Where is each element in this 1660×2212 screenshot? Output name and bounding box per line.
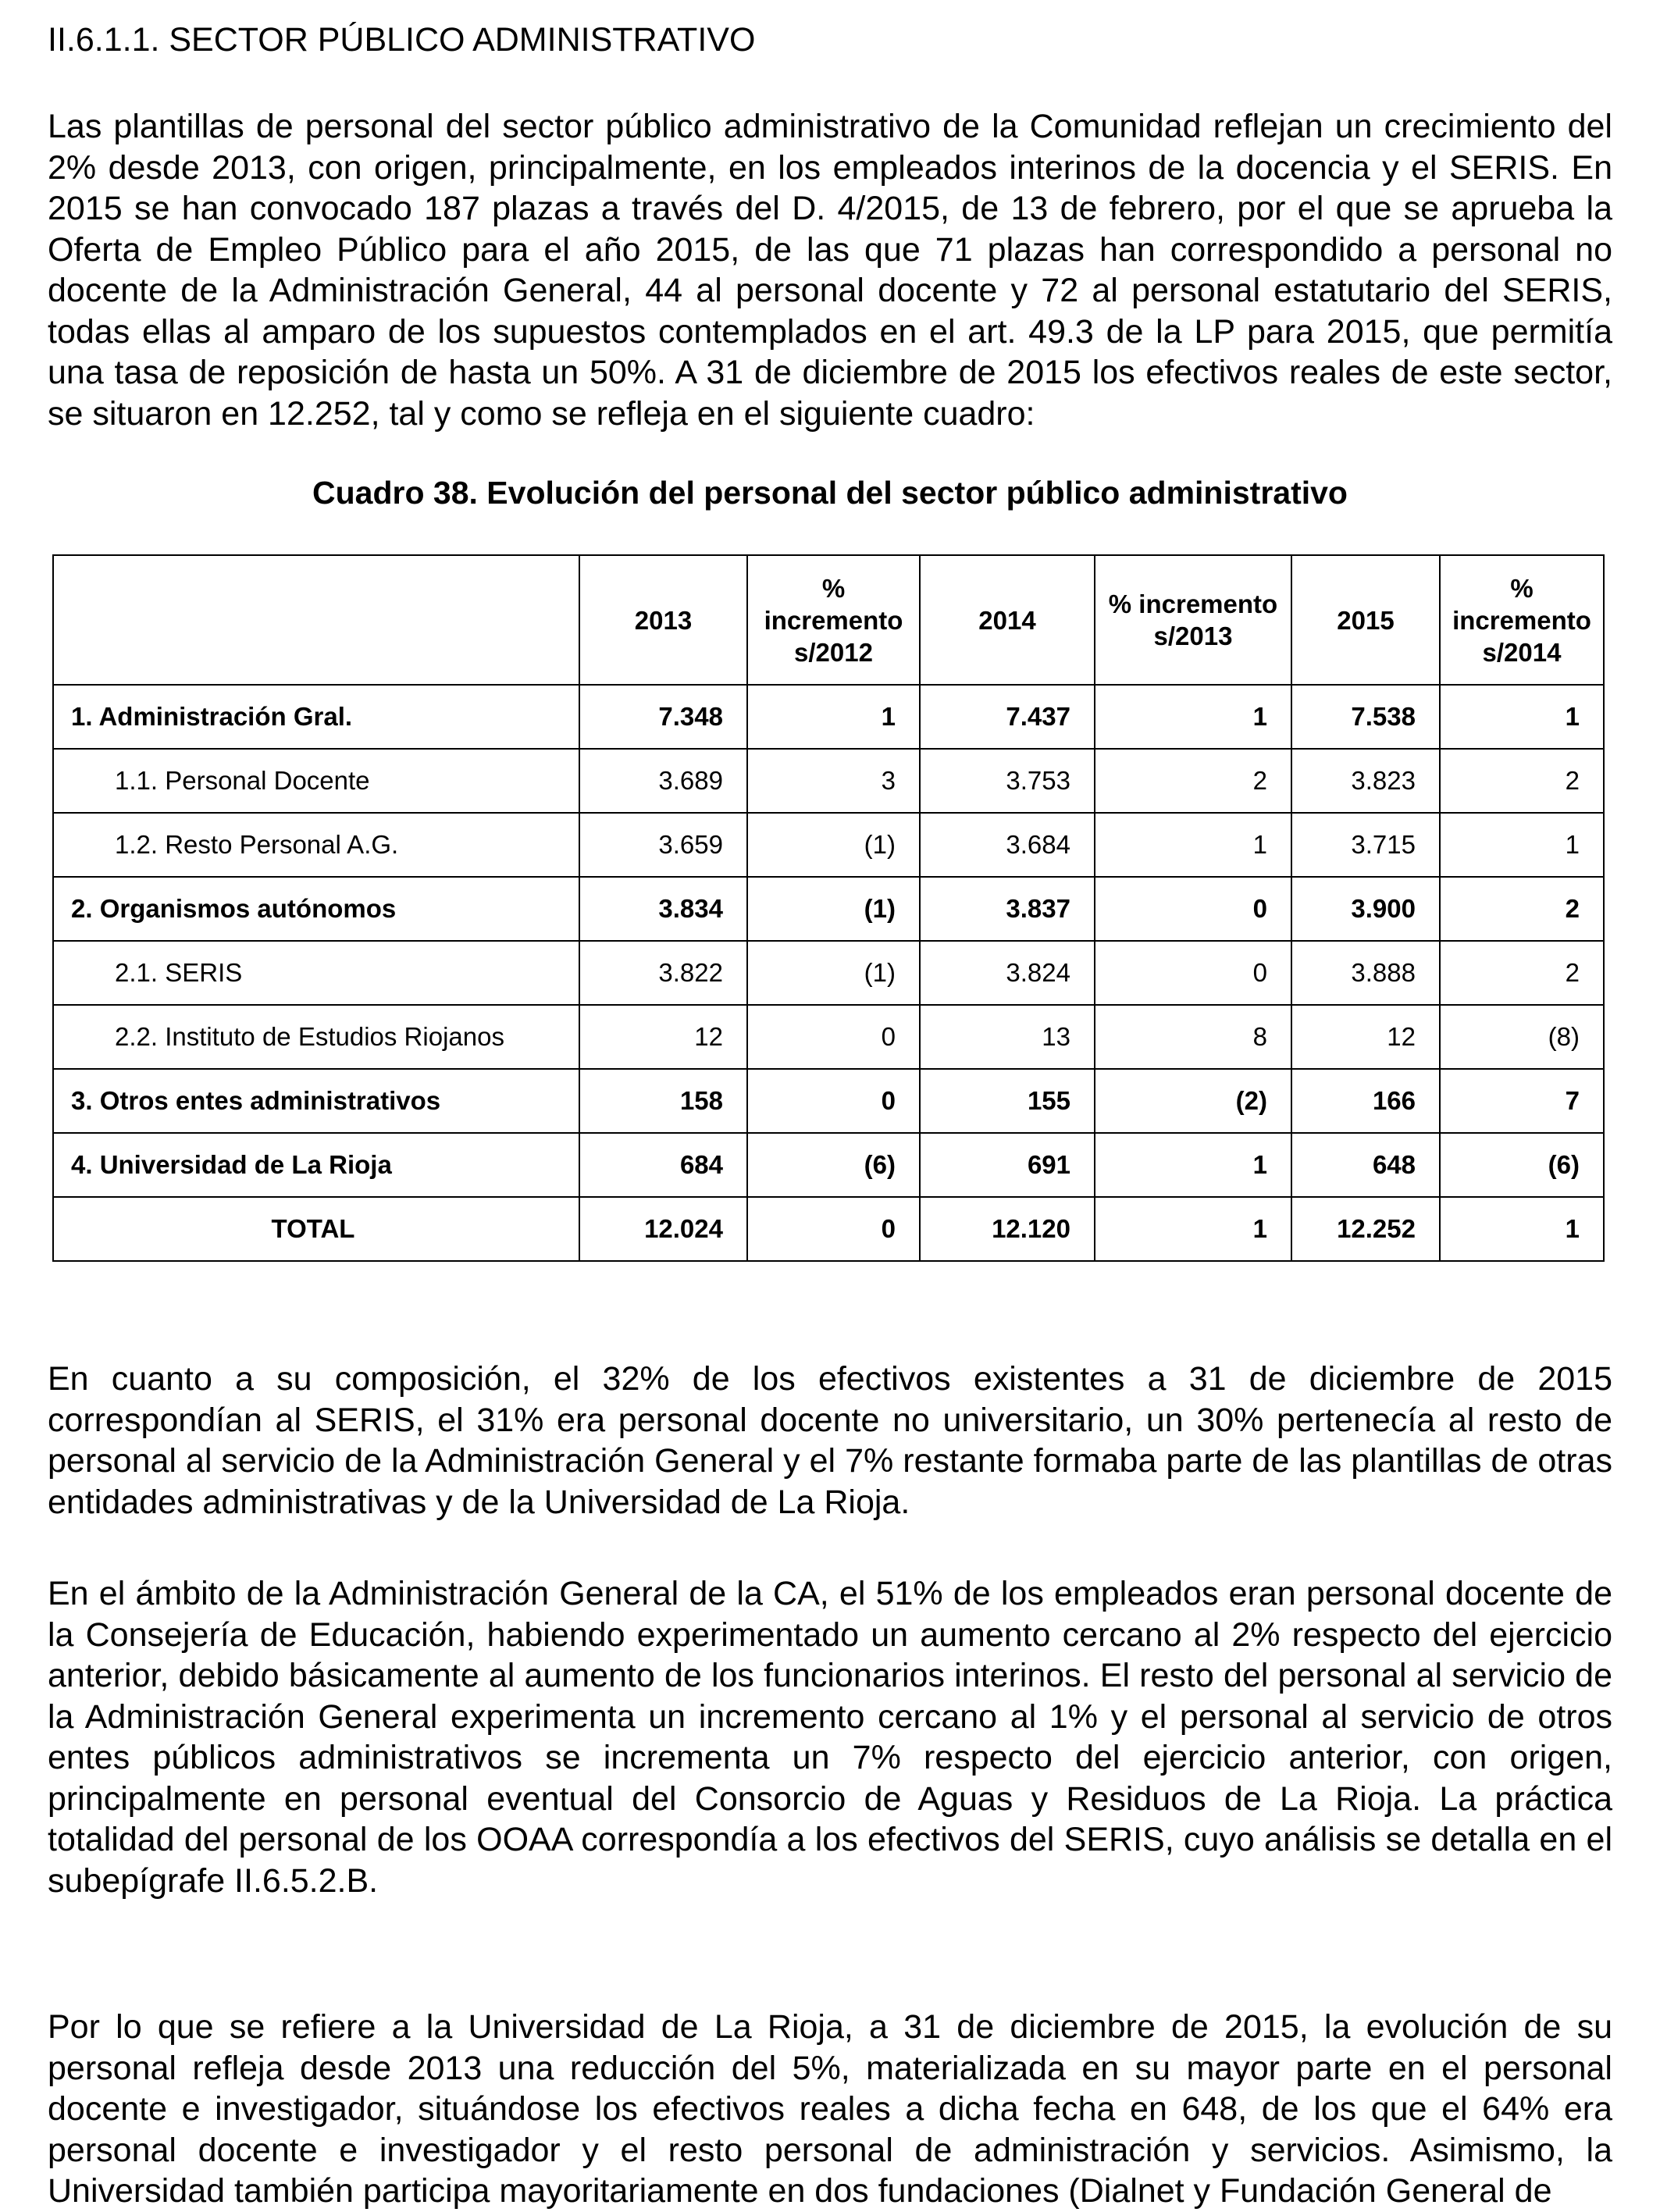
cell-2014: 691 xyxy=(920,1133,1095,1197)
cell-increment-2012: (1) xyxy=(747,877,920,941)
cell-2015: 12.252 xyxy=(1291,1197,1440,1261)
intro-paragraph: Las plantillas de personal del sector público administrativo de la Comunidad reflejan un crecimiento del 2% desde 2013, con origen, principalmente, en los empleados interinos de la docencia y el SERIS. En 2015 se han convocado 187 plazas a través del D. 4/2015, de 13 de febrero, por el que se aprueba la Oferta de Empleo Público para el año 2015, de las que 71 plazas han correspondido a personal no docente de la Administración General, 44 al personal docente y 72 al personal estatutario del SERIS, todas ellas al amparo de los supuestos contemplados en el art. 49.3 de la LP para 2015, que permitía una tasa de reposición de hasta un 50%. A 31 de diciembre de 2015 los efectivos reales de este sector, se situaron en 12.252, tal y como se refleja en el siguiente cuadro: xyxy=(48,108,1612,433)
header-increment-2013: % incremento s/2013 xyxy=(1095,555,1291,685)
admin-general-paragraph: En el ámbito de la Administración General de la CA, el 51% de los empleados eran personal docente de la Consejería de Educación, habiendo experimentado un aumento cercano al 2% respecto del ejercicio anterior, debido básicamente al aumento de los funcionarios interinos. El resto del personal al servicio de la Administración General experimenta un incremento cercano al 1% y el personal al servicio de otros entes públicos administrativos se incrementa un 7% respecto del ejercicio anterior, con origen, principalmente en personal eventual del Consorcio de Aguas y Residuos de La Rioja. La práctica totalidad del personal de los OOAA correspondía a los efectivos del SERIS, cuyo análisis se detalla en el subepígrafe II.6.5.2.B. xyxy=(48,1575,1612,1900)
cell-2013: 3.689 xyxy=(579,749,747,813)
cell-increment-2012: 0 xyxy=(747,1069,920,1133)
cell-increment-2014: 1 xyxy=(1440,1197,1604,1261)
cell-2014: 3.837 xyxy=(920,877,1095,941)
cell-increment-2014: 2 xyxy=(1440,749,1604,813)
cell-increment-2013: 1 xyxy=(1095,685,1291,749)
cell-increment-2014: 1 xyxy=(1440,685,1604,749)
cell-2015: 648 xyxy=(1291,1133,1440,1197)
table-total-row xyxy=(53,1197,1604,1261)
header-increment-2014: % incremento s/2014 xyxy=(1440,555,1604,685)
cell-increment-2013: 1 xyxy=(1095,1197,1291,1261)
cell-2015: 7.538 xyxy=(1291,685,1440,749)
cell-increment-2013: 1 xyxy=(1095,1133,1291,1197)
cell-2013: 12.024 xyxy=(579,1197,747,1261)
cell-increment-2013: 0 xyxy=(1095,877,1291,941)
cell-2014: 7.437 xyxy=(920,685,1095,749)
table-row xyxy=(53,685,1604,749)
composition-paragraph: En cuanto a su composición, el 32% de los efectivos existentes a 31 de diciembre de 2015 correspondían al SERIS, el 31% era personal docente no universitario, un 30% pertenecía al resto de personal al servicio de la Administración General y el 7% restante formaba parte de las plantillas de otras entidades administrativas y de la Universidad de La Rioja. xyxy=(48,1360,1612,1521)
table-row xyxy=(53,813,1604,877)
cell-2014: 155 xyxy=(920,1069,1095,1133)
cell-increment-2014: 1 xyxy=(1440,813,1604,877)
cell-increment-2013: 1 xyxy=(1095,813,1291,877)
section-heading: II.6.1.1. SECTOR PÚBLICO ADMINISTRATIVO xyxy=(48,21,756,59)
cell-2014: 3.824 xyxy=(920,941,1095,1005)
cell-2015: 3.715 xyxy=(1291,813,1440,877)
row-label: 2.2. Instituto de Estudios Riojanos xyxy=(53,1005,579,1069)
header-increment-2012: % incremento s/2012 xyxy=(747,555,920,685)
cell-2014: 12.120 xyxy=(920,1197,1095,1261)
row-label: 1. Administración Gral. xyxy=(53,685,579,749)
cell-2014: 3.684 xyxy=(920,813,1095,877)
cell-increment-2014: (6) xyxy=(1440,1133,1604,1197)
table-row xyxy=(53,1005,1604,1069)
cell-2014: 3.753 xyxy=(920,749,1095,813)
cell-increment-2012: 1 xyxy=(747,685,920,749)
cell-increment-2013: 8 xyxy=(1095,1005,1291,1069)
header-2013: 2013 xyxy=(579,555,747,685)
cell-increment-2012: (1) xyxy=(747,813,920,877)
row-label: 4. Universidad de La Rioja xyxy=(53,1133,579,1197)
total-label: TOTAL xyxy=(53,1197,579,1261)
table-caption: Cuadro 38. Evolución del personal del sector público administrativo xyxy=(312,475,1348,511)
table-row xyxy=(53,749,1604,813)
cell-2013: 158 xyxy=(579,1069,747,1133)
universidad-paragraph: Por lo que se refiere a la Universidad de La Rioja, a 31 de diciembre de 2015, la evolución de su personal refleja desde 2013 una reducción del 5%, materializada en su mayor parte en el personal docente e investigador, situándose los efectivos reales a dicha fecha en 648, de los que el 64% era personal docente e investigador y el resto personal de administración y servicios. Asimismo, la Universidad también participa mayoritariamente en dos fundaciones (Dialnet y Fundación General de xyxy=(48,2008,1612,2210)
cell-2015: 166 xyxy=(1291,1069,1440,1133)
table-row xyxy=(53,877,1604,941)
cell-increment-2014: (8) xyxy=(1440,1005,1604,1069)
cell-2013: 684 xyxy=(579,1133,747,1197)
cell-2015: 3.823 xyxy=(1291,749,1440,813)
cell-increment-2012: 0 xyxy=(747,1197,920,1261)
cell-increment-2013: (2) xyxy=(1095,1069,1291,1133)
cell-2014: 13 xyxy=(920,1005,1095,1069)
cell-2015: 3.900 xyxy=(1291,877,1440,941)
table-row xyxy=(53,1069,1604,1133)
cell-increment-2013: 2 xyxy=(1095,749,1291,813)
cell-2013: 12 xyxy=(579,1005,747,1069)
cell-increment-2012: (6) xyxy=(747,1133,920,1197)
personnel-table xyxy=(52,554,1605,1262)
cell-increment-2014: 2 xyxy=(1440,941,1604,1005)
cell-increment-2013: 0 xyxy=(1095,941,1291,1005)
row-label: 2. Organismos autónomos xyxy=(53,877,579,941)
header-2015: 2015 xyxy=(1291,555,1440,685)
row-label: 1.1. Personal Docente xyxy=(53,749,579,813)
cell-2013: 3.834 xyxy=(579,877,747,941)
row-label: 1.2. Resto Personal A.G. xyxy=(53,813,579,877)
cell-increment-2012: 0 xyxy=(747,1005,920,1069)
cell-2013: 7.348 xyxy=(579,685,747,749)
cell-2013: 3.659 xyxy=(579,813,747,877)
cell-increment-2014: 2 xyxy=(1440,877,1604,941)
table-row xyxy=(53,1133,1604,1197)
cell-increment-2012: 3 xyxy=(747,749,920,813)
cell-increment-2012: (1) xyxy=(747,941,920,1005)
table-header-row xyxy=(53,555,1604,685)
header-blank xyxy=(53,555,579,685)
cell-2013: 3.822 xyxy=(579,941,747,1005)
table-row xyxy=(53,941,1604,1005)
header-2014: 2014 xyxy=(920,555,1095,685)
cell-2015: 3.888 xyxy=(1291,941,1440,1005)
cell-2015: 12 xyxy=(1291,1005,1440,1069)
row-label: 3. Otros entes administrativos xyxy=(53,1069,579,1133)
row-label: 2.1. SERIS xyxy=(53,941,579,1005)
cell-increment-2014: 7 xyxy=(1440,1069,1604,1133)
